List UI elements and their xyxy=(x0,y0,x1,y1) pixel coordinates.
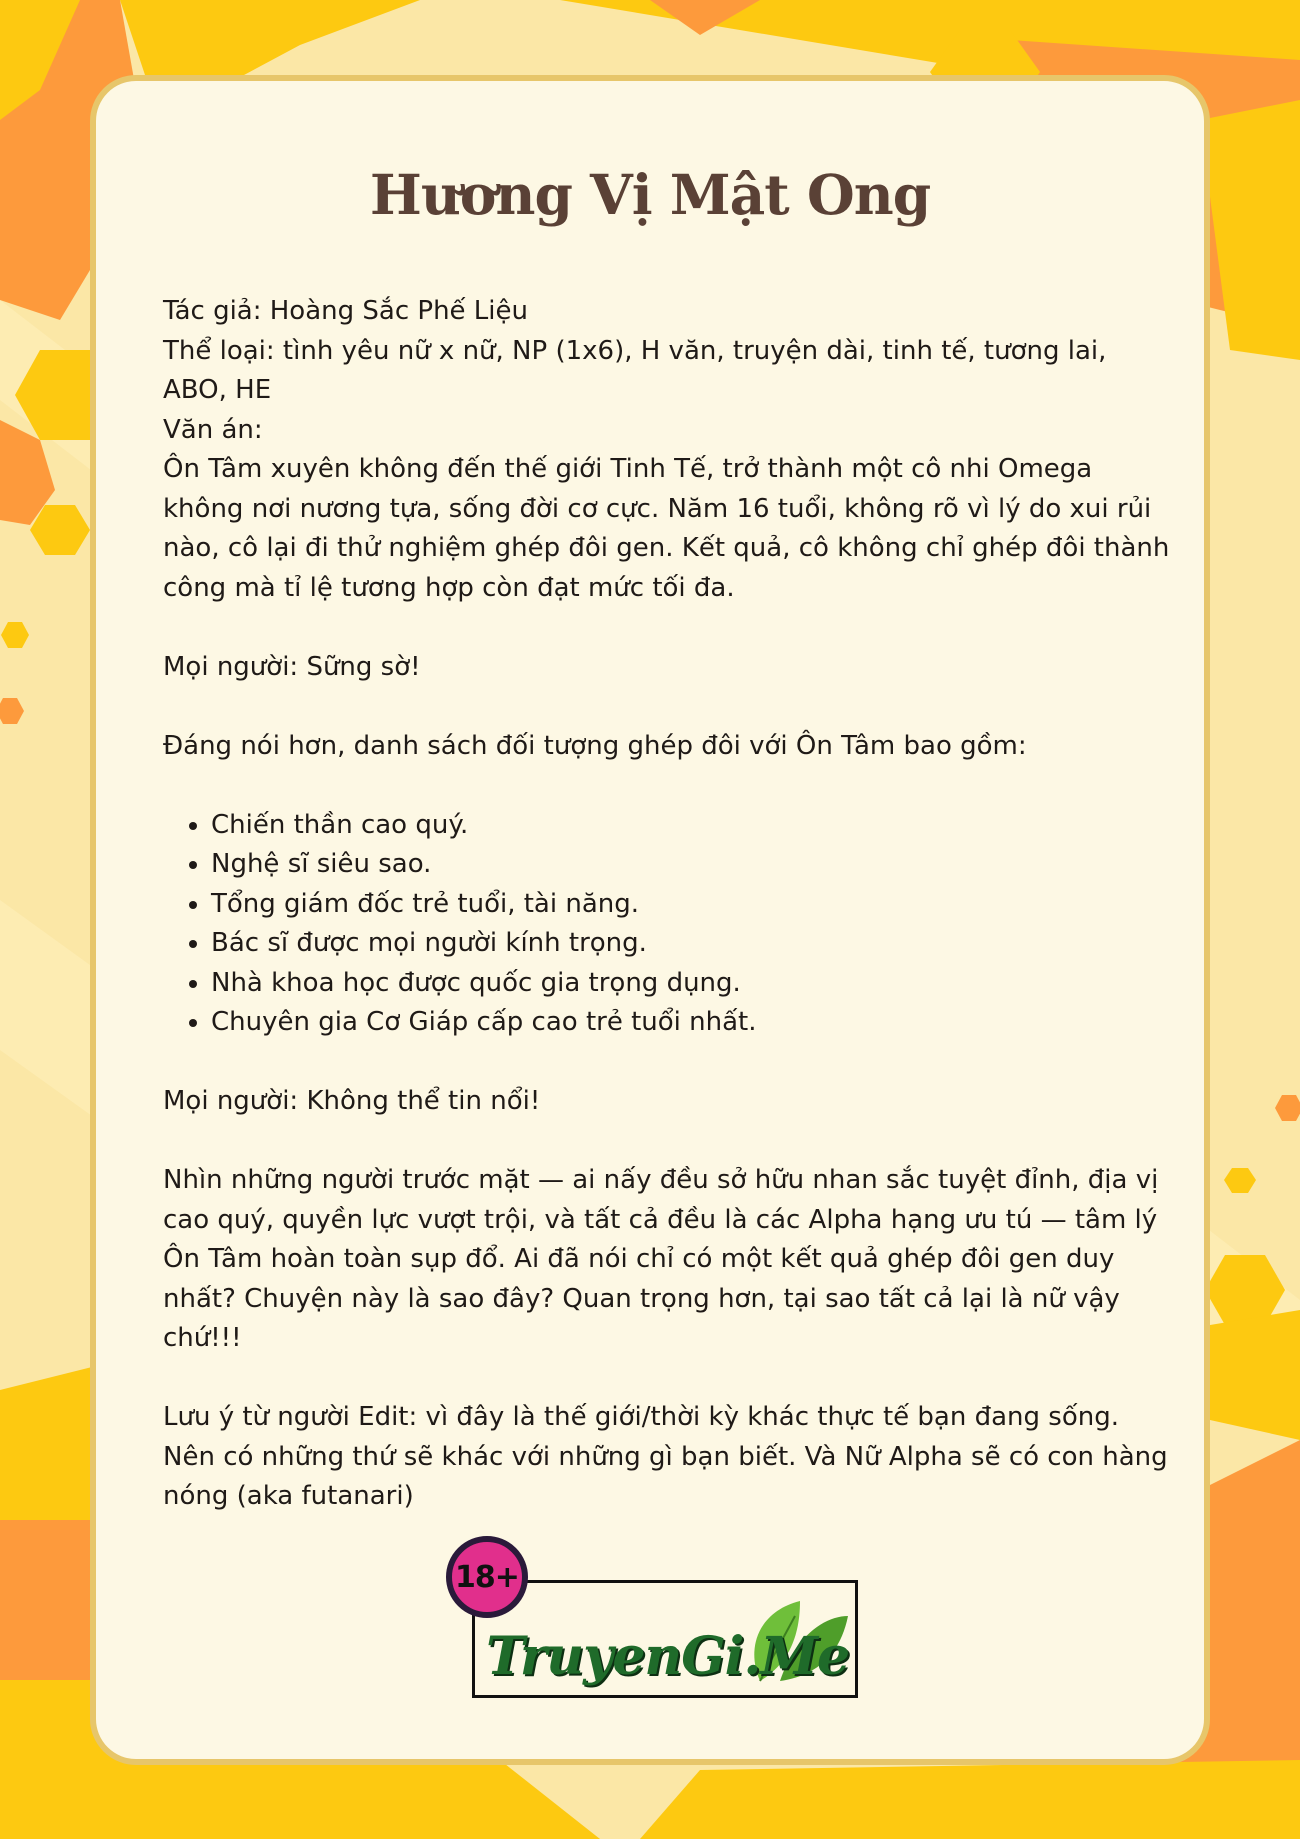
synopsis-label: Văn án: xyxy=(163,414,263,445)
editor-note: Lưu ý từ người Edit: vì đây là thế giới/thời kỳ khác thực tế bạn đang sống. Nên có những thứ sẽ khác với những gì bạn biết. Và Nữ Alpha sẽ có con hàng nóng (aka futanari) xyxy=(163,1402,1168,1511)
age-rating-label: 18+ xyxy=(455,1559,519,1595)
reaction-disbelief: Mọi người: Không thể tin nổi! xyxy=(163,1086,541,1116)
list-item: • Chiến thần cao quý. xyxy=(211,806,1173,846)
yellow-shape xyxy=(0,1760,600,1839)
reaction-shock: Mọi người: Sững sờ! xyxy=(163,651,421,682)
list-item: • Bác sĩ được mọi người kính trọng. xyxy=(211,924,1173,964)
list-item: • Chuyên gia Cơ Giáp cấp cao trẻ tuổi nhất. xyxy=(211,1003,1173,1043)
list-item: • Nhà khoa học được quốc gia trọng dụng. xyxy=(211,964,1173,1004)
yellow-shape xyxy=(640,1760,1300,1839)
synopsis-content xyxy=(163,292,1173,1517)
logo-wordmark: TruyenGi.Me xyxy=(486,1626,850,1687)
genre-line: Thể loại: tình yêu nữ x nữ, NP (1x6), H văn, truyện dài, tinh tế, tương lai, ABO, HE xyxy=(163,335,1107,405)
synopsis-intro: Ôn Tâm xuyên không đến thế giới Tinh Tế, trở thành một cô nhi Omega không nơi nương tựa, sống đời cơ cực. Năm 16 tuổi, không rõ vì lý do xui rủi nào, cô lại đi thử nghiệm ghép đôi gen. Kết quả, cô không chỉ ghép đôi thành công mà tỉ lệ tương hợp còn đạt mức tối đa. xyxy=(163,454,1170,603)
author-line: Tác giả: Hoàng Sắc Phế Liệu xyxy=(163,296,528,326)
site-logo xyxy=(440,1528,870,1708)
age-rating-badge xyxy=(446,1536,528,1618)
candidate-list xyxy=(163,806,1173,1043)
list-intro: Đáng nói hơn, danh sách đối tượng ghép đôi với Ôn Tâm bao gồm: xyxy=(163,730,1027,761)
list-item: • Tổng giám đốc trẻ tuổi, tài năng. xyxy=(211,885,1173,925)
climax-paragraph: Nhìn những người trước mặt — ai nấy đều sở hữu nhan sắc tuyệt đỉnh, địa vị cao quý, quyền lực vượt trội, và tất cả đều là các Alpha hạng ưu tú — tâm lý Ôn Tâm hoàn toàn sụp đổ. Ai đã nói chỉ có một kết quả ghép đôi gen duy nhất? Chuyện này là sao đây? Quan trọng hơn, tại sao tất cả lại là nữ vậy chứ!!! xyxy=(163,1165,1159,1353)
list-item: • Nghệ sĩ siêu sao. xyxy=(211,845,1173,885)
page-title: Hương Vị Mật Ong xyxy=(369,162,931,227)
